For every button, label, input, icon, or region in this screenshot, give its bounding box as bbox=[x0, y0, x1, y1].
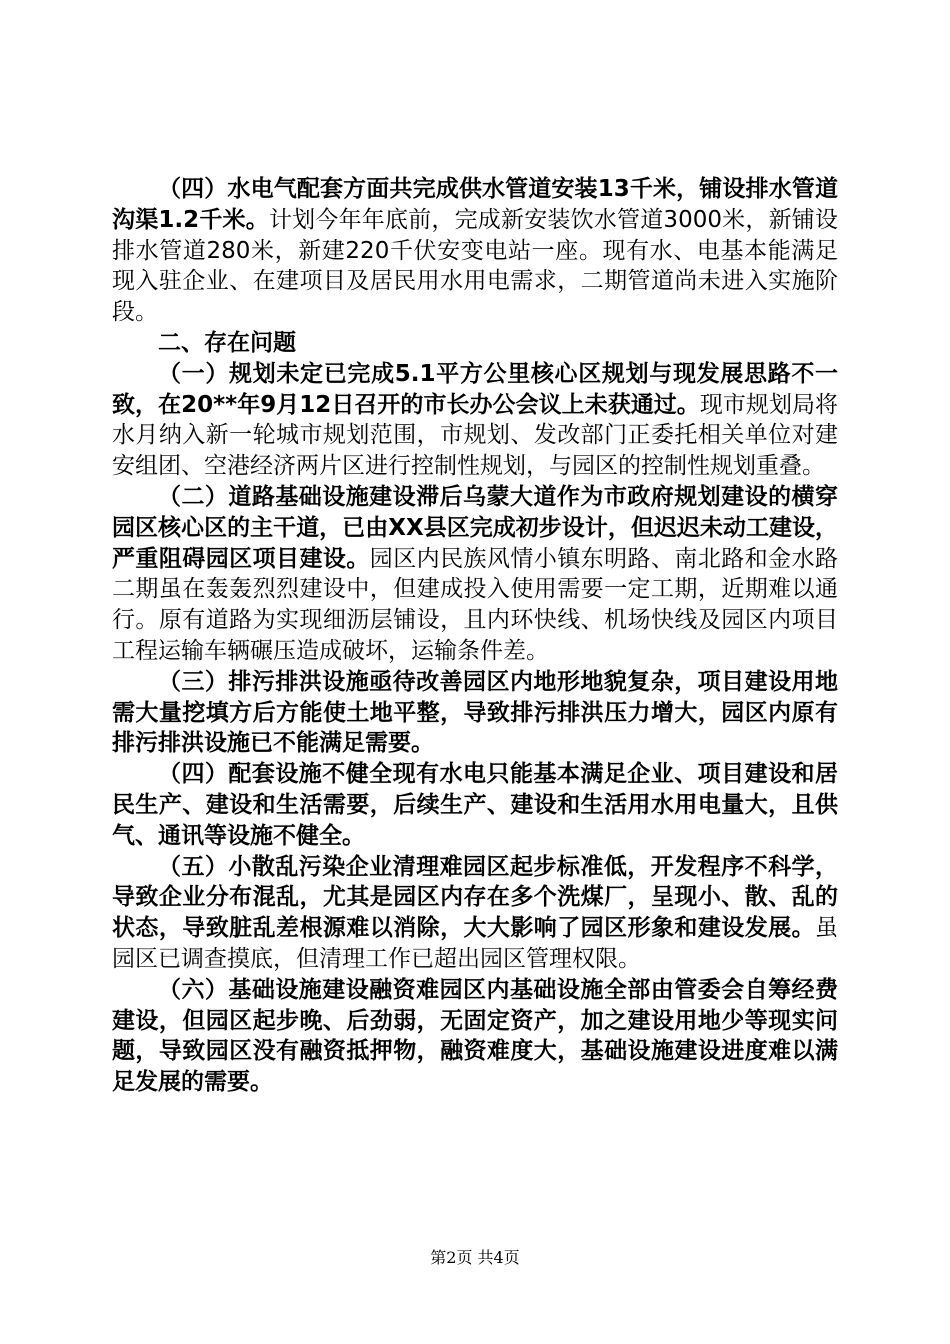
paragraph-text: 虽园区已调查摸底，但清理工作已超出园区管理权限。 bbox=[112, 915, 838, 972]
paragraph-drainage bbox=[112, 667, 838, 759]
paragraph-lead: （六）基础设施建设融资难园区内基础设施全部由管委会自筹经费建设，但园区起步晚、后劲弱，无固定资产，加之建设用地少等现实问题，导致园区没有融资抵押物，融资难度大，基础设施建设进度难以满足发展的需要。 bbox=[112, 976, 838, 1096]
page-number: 第2页 共4页 bbox=[430, 1248, 520, 1267]
paragraph-text: 现市规划局将水月纳入新一轮城市规划范围，市规划、发改部门正委托相关单位对建安组团、空港经济两片区进行控制性规划，与园区的控制性规划重叠。 bbox=[112, 391, 839, 480]
paragraph-text: 计划今年年底前，完成新安装饮水管道3000米，新铺设排水管道280米，新建220千伏安变电站一座。现有水、电基本能满足现入驻企业、在建项目及居民用水用电需求，二期管道尚未进入实施阶段。 bbox=[112, 206, 838, 326]
document-body bbox=[112, 174, 838, 1098]
paragraph-planning bbox=[112, 359, 838, 482]
paragraph-roads bbox=[112, 482, 838, 667]
paragraph-lead: （一）规划未定已完成5.1平方公里核心区规划与现发展思路不一致，在20**年9月12日召开的市长办公会议上未获通过。 bbox=[112, 360, 838, 418]
paragraph-pollution bbox=[112, 852, 838, 975]
paragraph-lead: （四）配套设施不健全现有水电只能基本满足企业、项目建设和居民生产、建设和生活需要，后续生产、建设和生活用水用电量大，且供气、通讯等设施不健全。 bbox=[112, 761, 838, 849]
paragraph-facilities bbox=[112, 759, 838, 851]
paragraph-lead: （二）道路基础设施建设滞后乌蒙大道作为市政府规划建设的横穿园区核心区的主干道，已由XX县区完成初步设计，但迟迟未动工建设，严重阻碍园区项目建设。 bbox=[112, 483, 838, 572]
paragraph-lead: （五）小散乱污染企业清理难园区起步标准低，开发程序不科学，导致企业分布混乱，尤其是园区内存在多个洗煤厂，呈现小、散、乱的状态，导致脏乱差根源难以消除，大大影响了园区形象和建设发展。 bbox=[112, 853, 838, 942]
paragraph-text: 园区内民族风情小镇东明路、南北路和金水路二期虽在轰轰烈烈建设中，但建成投入使用需要一定工期，近期难以通行。原有道路为实现细沥层铺设，且内环快线、机场快线及园区内项目工程运输车辆碾压造成破坏，运输条件差。 bbox=[112, 545, 839, 664]
paragraph-water-electric bbox=[112, 174, 838, 328]
section-heading: 二、存在问题 bbox=[158, 329, 296, 356]
paragraph-financing bbox=[112, 975, 838, 1098]
paragraph-lead: （四）水电气配套方面共完成供水管道安装13千米，铺设排水管道沟渠1.2千米。 bbox=[112, 176, 838, 233]
paragraph-lead: （三）排污排洪设施亟待改善园区内地形地貌复杂，项目建设用地需大量挖填方后方能使土地平整，导致排污排洪压力增大，园区内原有排污排洪设施已不能满足需要。 bbox=[112, 668, 838, 757]
